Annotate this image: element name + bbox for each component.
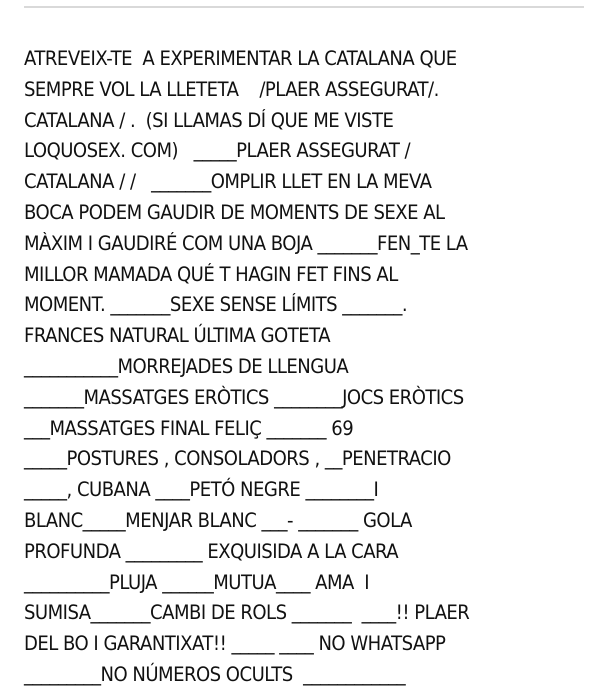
ad-text-line: BLANC_____MENJAR BLANC ___- _______ GOLA (24, 508, 412, 532)
ad-text-line: ATREVEIX-TE A EXPERIMENTAR LA CATALANA QUE (24, 47, 457, 70)
ad-text-line: MILLOR MAMADA QUÉ T HAGIN FET FINS AL (24, 262, 398, 286)
ad-text-line: MÀXIM I GAUDIRÉ COM UNA BOJA _______FEN_TE LA (24, 231, 468, 255)
ad-text-line: ___MASSATGES FINAL FELIÇ _______ 69 (24, 416, 354, 440)
ad-text-body (24, 44, 594, 691)
ad-text-line: BOCA PODEM GAUDIR DE MOMENTS DE SEXE AL (24, 200, 445, 224)
ad-text-line: MOMENT. _______SEXE SENSE LÍMITS _______. (24, 293, 408, 317)
ad-text-line: FRANCES NATURAL ÚLTIMA GOTETA (24, 324, 331, 348)
ad-text-line: _______MASSATGES ERÒTICS ________JOCS ERÒTICS (24, 385, 464, 409)
ad-text-line: CATALANA / / _______OMPLIR LLET EN LA MEVA (24, 170, 432, 194)
ad-text-line: _____POSTURES , CONSOLADORS , __PENETRACIO (24, 447, 451, 471)
ad-text-line: PROFUNDA _________ EXQUISIDA A LA CARA (24, 539, 399, 563)
ad-text-line: LOQUOSEX. COM) _____PLAER ASSEGURAT / (24, 139, 411, 163)
ad-text-line: _____, CUBANA ____PETÓ NEGRE ________I (24, 478, 379, 502)
ad-text-line: SEMPRE VOL LA LLETETA /PLAER ASSEGURAT/. (24, 77, 439, 101)
ad-text-line: DEL BO I GARANTIXAT!! _____ ____ NO WHATSAPP (24, 632, 446, 656)
ad-text-line: SUMISA_______CAMBI DE ROLS _______ ____!! PLAER (24, 601, 470, 625)
ad-text-line: CATALANA / . (SI LLAMAS DÍ QUE ME VISTE (24, 108, 394, 132)
ad-text-line: __________PLUJA ______MUTUA____ AMA I (24, 570, 370, 594)
ad-text-line: _________NO NÚMEROS OCULTS ____________ (24, 662, 406, 686)
ad-text-line: ___________MORREJADES DE LLENGUA (24, 354, 349, 378)
top-divider (24, 6, 584, 8)
